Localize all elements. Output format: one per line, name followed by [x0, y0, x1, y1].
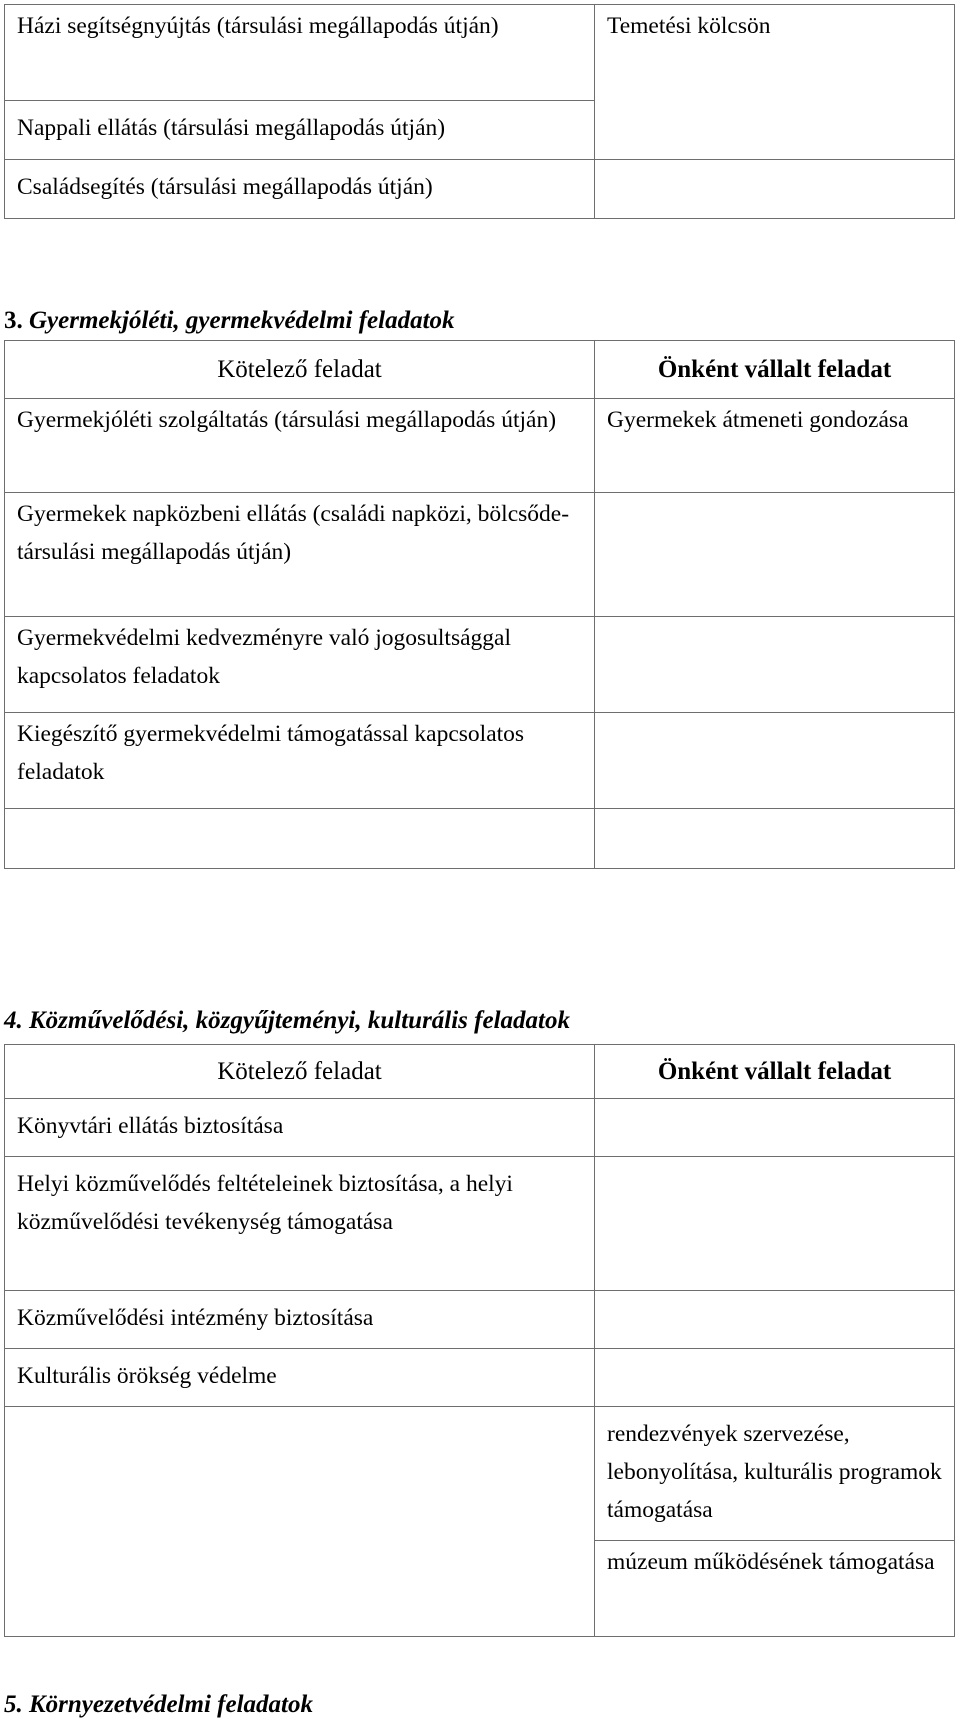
table-cell	[595, 1157, 955, 1291]
section-number: 4.	[4, 1007, 23, 1034]
cell-text	[17, 809, 588, 811]
column-header	[5, 1045, 595, 1099]
table-cell	[5, 5, 595, 101]
section-title: Közművelődési, közgyűjteményi, kulturális feladatok	[29, 1007, 570, 1034]
section-number: 3.	[4, 307, 23, 334]
cell-text: Családsegítés (társulási megállapodás útján)	[17, 174, 433, 200]
cell-text: rendezvények szervezése, lebonyolítása, kulturális programok támogatása	[607, 1421, 942, 1523]
cell-text: Közművelődési intézmény biztosítása	[17, 1305, 374, 1331]
cell-text: Gyermekek átmeneti gondozása	[607, 407, 909, 433]
column-header-text: Kötelező feladat	[217, 1057, 382, 1085]
column-header	[595, 1045, 955, 1099]
cell-text: Nappali ellátás (társulási megállapodás útján)	[17, 115, 446, 141]
section-heading	[4, 1006, 570, 1036]
column-header-text: Önként vállalt feladat	[657, 355, 892, 383]
table-cell	[5, 1349, 595, 1407]
cell-text: múzeum működésének támogatása	[607, 1549, 935, 1575]
section-heading	[4, 306, 455, 336]
cell-text: Temetési kölcsön	[607, 13, 771, 39]
table-cell	[5, 101, 595, 160]
table-cell	[5, 809, 595, 869]
table-cell	[5, 399, 595, 493]
table-cell	[5, 160, 595, 219]
cell-text: Helyi közművelődés feltételeinek biztosítása, a helyi közművelődési tevékenység támogatása	[17, 1171, 513, 1235]
table-cell	[5, 713, 595, 809]
section-title: Gyermekjóléti, gyermekvédelmi feladatok	[29, 307, 455, 334]
table-cell	[5, 1407, 595, 1637]
section-title: Környezetvédelmi feladatok	[29, 1691, 313, 1718]
column-header-text: Kötelező feladat	[217, 355, 382, 383]
table-cell	[595, 1291, 955, 1349]
cell-text: Gyermekvédelmi kedvezményre való jogosultsággal kapcsolatos feladatok	[17, 625, 511, 689]
table-cell	[595, 1407, 955, 1541]
social-tasks-table	[4, 4, 955, 219]
table-cell	[595, 493, 955, 617]
column-header	[5, 341, 595, 399]
table-cell	[5, 617, 595, 713]
table-cell	[5, 1157, 595, 1291]
cell-text: Kulturális örökség védelme	[17, 1363, 277, 1389]
cultural-tasks-table	[4, 1044, 955, 1637]
cell-text: Könyvtári ellátás biztosítása	[17, 1113, 284, 1139]
column-header-text: Önként vállalt feladat	[657, 1057, 892, 1085]
table-cell	[595, 809, 955, 869]
table-cell	[595, 1099, 955, 1157]
section-number: 5.	[4, 1691, 23, 1718]
column-header	[595, 341, 955, 399]
cell-text: Gyermekjóléti szolgáltatás (társulási megállapodás útján)	[17, 407, 557, 433]
section-heading	[4, 1690, 313, 1720]
table-cell	[595, 1349, 955, 1407]
table-cell	[595, 399, 955, 493]
table-cell	[595, 617, 955, 713]
cell-text: Kiegészítő gyermekvédelmi támogatással kapcsolatos feladatok	[17, 721, 525, 785]
table-cell	[595, 1541, 955, 1637]
child-welfare-table	[4, 340, 955, 869]
table-cell	[595, 713, 955, 809]
cell-text: Házi segítségnyújtás (társulási megállapodás útján)	[17, 13, 499, 39]
table-cell	[5, 1099, 595, 1157]
table-cell	[5, 493, 595, 617]
table-cell	[595, 160, 955, 219]
cell-text: Gyermekek napközbeni ellátás (családi napközi, bölcsőde-társulási megállapodás útján)	[17, 501, 570, 565]
table-cell	[5, 1291, 595, 1349]
table-cell	[595, 5, 955, 160]
